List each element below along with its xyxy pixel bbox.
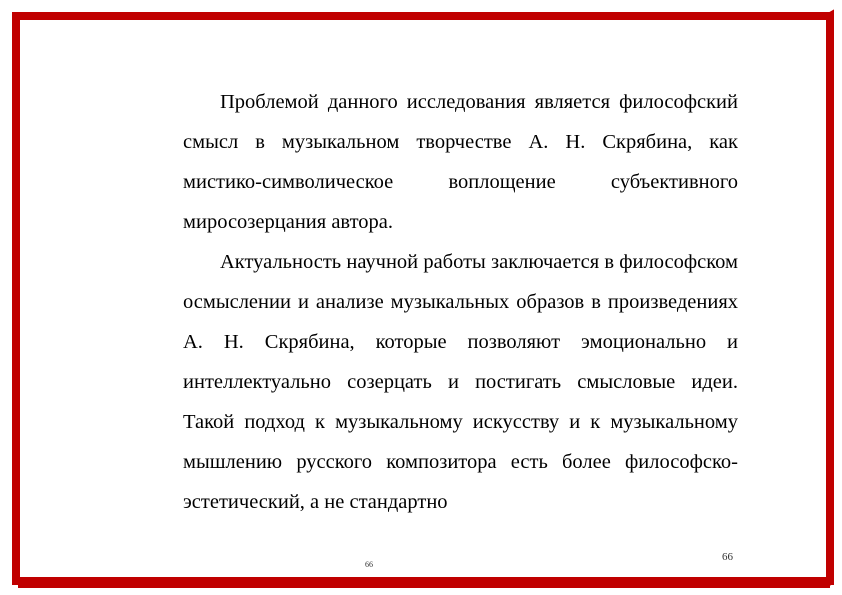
page-number: 66: [722, 551, 733, 563]
paragraph-relevance: Актуальность научной работы заключается в философском осмыслении и анализе музыкальных образов в произведениях А. Н. Скрябина, которые позволяют эмоционально и интеллектуально созерцать и постигать смысловые идеи. Такой подход к музыкальному искусству и к музыкальному мышлению русского композитора есть более философско-эстетический, а не стандартно: [183, 251, 738, 513]
paragraph-problem: Проблемой данного исследования является философский смысл в музыкальном творчестве А. Н. Скрябина, как мистико-символическое воплощение субъективного миросозерцания автора.: [183, 91, 738, 233]
document-body: [183, 82, 738, 522]
page-number-small: 66: [365, 560, 373, 569]
